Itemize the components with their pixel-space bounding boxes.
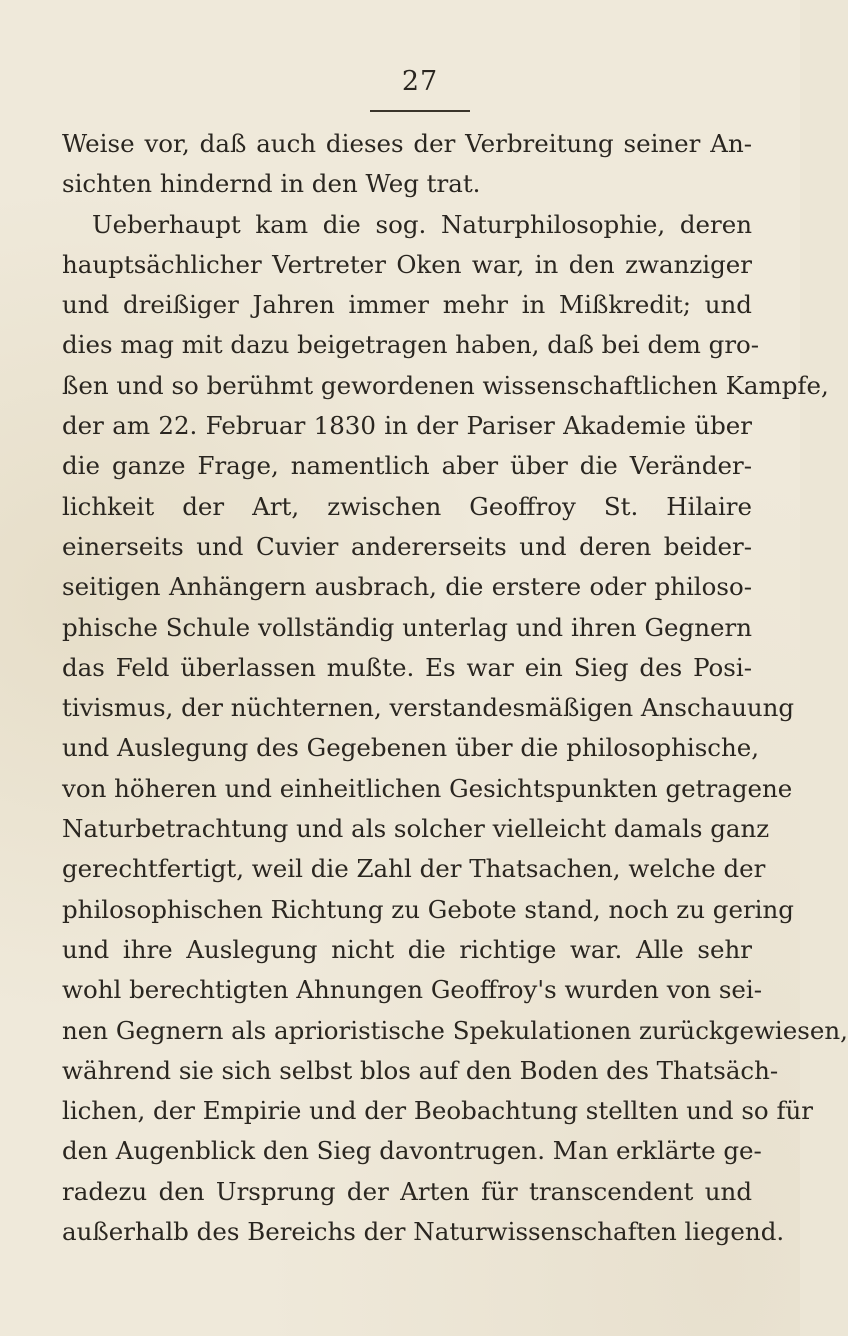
text-line: philosophischen Richtung zu Gebote stand, noch zu gering xyxy=(62,894,794,924)
text-line: dies mag mit dazu beigetragen haben, daß bei dem gro- xyxy=(62,330,760,360)
text-line: und ihre Auslegung nicht die richtige war. Alle sehr xyxy=(62,934,752,964)
header-rule xyxy=(370,110,470,112)
text-line: seitigen Anhängern ausbrach, die erstere oder philoso- xyxy=(62,572,752,602)
page-number: 27 xyxy=(401,66,439,97)
text-line: lichen, der Empirie und der Beobachtung stellten und so für xyxy=(62,1096,814,1126)
text-line: hauptsächlicher Vertreter Oken war, in den zwanziger xyxy=(62,249,752,279)
text-line: den Augenblick den Sieg davontrugen. Man erklärte ge- xyxy=(62,1136,762,1166)
text-line: der am 22. Februar 1830 in der Pariser Akademie über xyxy=(62,411,752,441)
text-line: wohl berechtigten Ahnungen Geoffroy's wurden von sei- xyxy=(62,975,763,1005)
text-line: und Auslegung des Gegebenen über die philosophische, xyxy=(62,733,760,763)
text-line: von höheren und einheitlichen Gesichtspunkten getragene xyxy=(62,773,793,803)
text-line: tivismus, der nüchternen, verstandesmäßigen Anschauung xyxy=(62,693,795,723)
text-line: radezu den Ursprung der Arten für transcendent und xyxy=(62,1176,752,1206)
text-line: außerhalb des Bereichs der Naturwissenschaften liegend. xyxy=(62,1217,785,1247)
text-line: lichkeit der Art, zwischen Geoffroy St. Hilaire xyxy=(62,491,752,521)
text-line: einerseits und Cuvier andererseits und deren beider- xyxy=(62,531,752,561)
text-line: gerechtfertigt, weil die Zahl der Thatsachen, welche der xyxy=(62,854,766,884)
body-text xyxy=(62,124,848,1252)
text-line: nen Gegnern als aprioristische Spekulationen zurückgewiesen, xyxy=(62,1015,848,1045)
text-line: Ueberhaupt kam die sog. Naturphilosophie, deren xyxy=(92,209,752,239)
text-line: phische Schule vollständig unterlag und ihren Gegnern xyxy=(62,612,752,642)
text-line: Naturbetrachtung und als solcher vielleicht damals ganz xyxy=(62,814,770,844)
text-line: sichten hindernd in den Weg trat. xyxy=(62,169,481,199)
text-line: die ganze Frage, namentlich aber über die Veränder- xyxy=(62,451,752,481)
text-line: und dreißiger Jahren immer mehr in Mißkredit; und xyxy=(62,290,752,320)
text-line: Weise vor, daß auch dieses der Verbreitung seiner An- xyxy=(62,129,752,158)
text-line: während sie sich selbst blos auf den Boden des Thatsäch- xyxy=(62,1055,779,1085)
text-line: ßen und so berühmt gewordenen wissenschaftlichen Kampfe, xyxy=(62,370,829,400)
text-line: das Feld überlassen mußte. Es war ein Sieg des Posi- xyxy=(62,652,752,682)
